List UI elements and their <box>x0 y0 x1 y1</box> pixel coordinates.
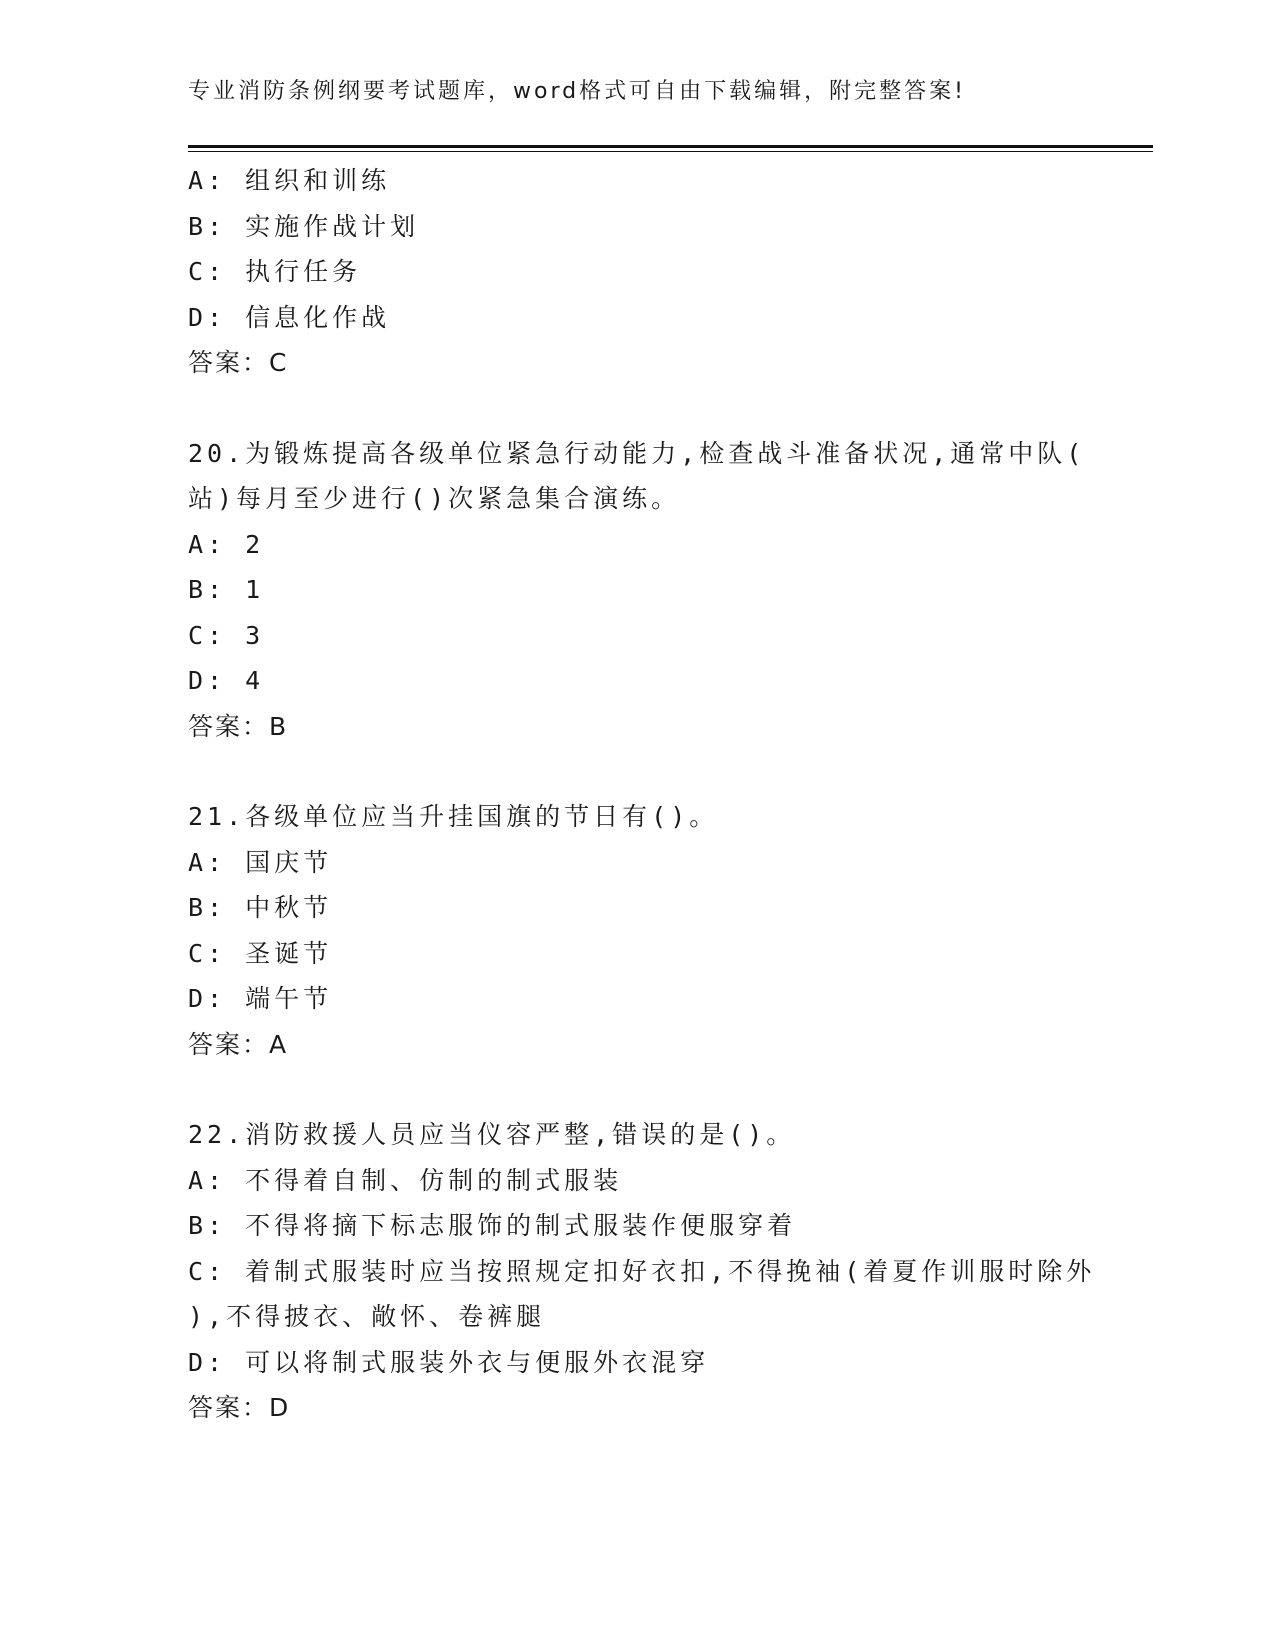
option-a: A: 国庆节 <box>188 847 333 877</box>
option-a: A: 组织和训练 <box>188 166 391 195</box>
question-stem-line: 20.为锻炼提高各级单位紧急行动能力,检查战斗准备状况,通常中队( <box>188 438 1086 468</box>
option-a: A: 不得着自制、仿制的制式服装 <box>188 1165 623 1195</box>
option-b: B: 不得将摘下标志服饰的制式服装作便服穿着 <box>188 1211 797 1240</box>
option-c: C: 着制式服装时应当按照规定扣好衣扣,不得挽袖(着夏作训服时除外 <box>188 1256 1096 1286</box>
option-d: D: 信息化作战 <box>188 302 391 332</box>
option-a: A: 2 <box>188 529 265 559</box>
question-22 <box>188 1112 1096 1431</box>
question-21 <box>188 794 1088 1067</box>
option-b: B: 1 <box>188 575 265 604</box>
option-d: D: 4 <box>188 666 265 695</box>
question-20 <box>188 431 1088 750</box>
option-b: B: 中秋节 <box>188 893 333 922</box>
answer: 答案：A <box>188 1029 289 1059</box>
question-19-continued <box>188 158 1088 386</box>
option-c: C: 圣诞节 <box>188 938 333 968</box>
question-list <box>188 158 1096 1431</box>
option-c: C: 执行任务 <box>188 257 362 286</box>
question-stem-line: 21.各级单位应当升挂国旗的节日有()。 <box>188 802 719 831</box>
page-header: 专业消防条例纲要考试题库，word格式可自由下载编辑，附完整答案! <box>188 79 966 104</box>
option-c-continued: ),不得披衣、敞怀、卷裤腿 <box>188 1302 546 1331</box>
header-rule <box>188 145 1153 152</box>
option-d: D: 端午节 <box>188 984 333 1013</box>
answer: 答案：C <box>188 348 289 377</box>
option-c: C: 3 <box>188 620 265 650</box>
option-d: D: 可以将制式服装外衣与便服外衣混穿 <box>188 1347 710 1377</box>
question-stem-line: 22.消防救援人员应当仪容严整,错误的是()。 <box>188 1120 796 1149</box>
option-b: B: 实施作战计划 <box>188 211 420 241</box>
answer: 答案：B <box>188 711 289 741</box>
question-stem-line: 站)每月至少进行()次紧急集合演练。 <box>188 484 681 513</box>
answer: 答案：D <box>188 1393 291 1422</box>
